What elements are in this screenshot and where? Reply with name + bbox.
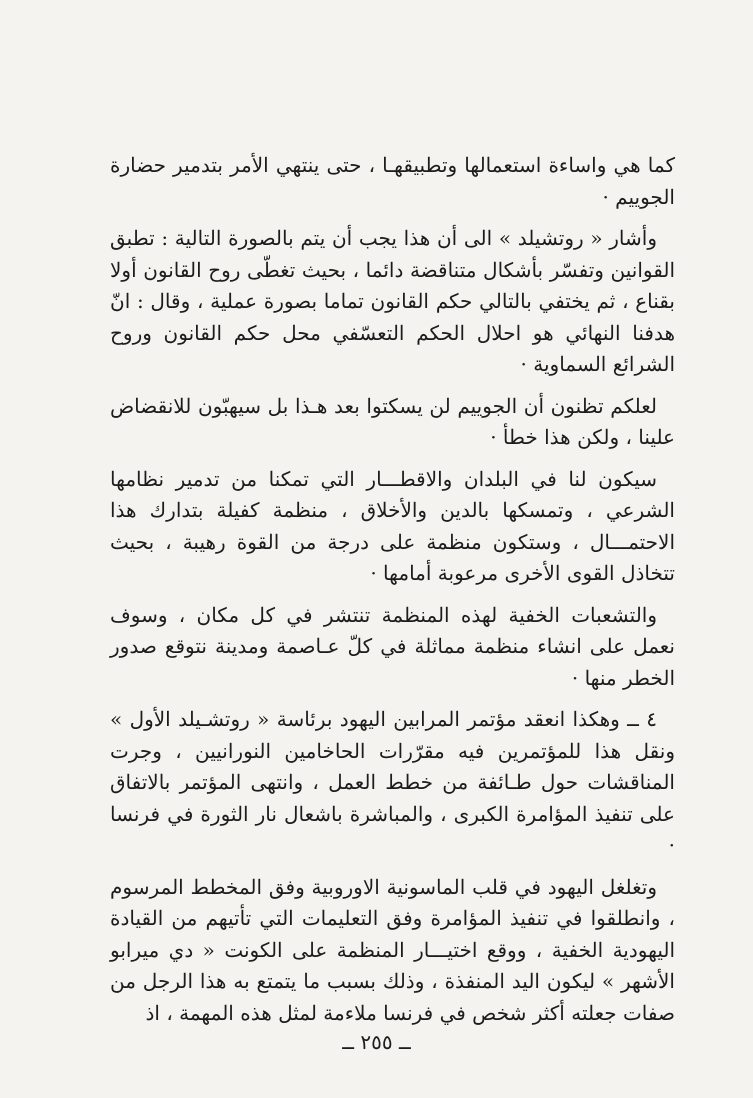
paragraph-5: والتشعبات الخفية لهذه المنظمة تنتشر في كل مكان ، وسوف نعمل على انشاء منظمة مماثلة في كلّ عـاصمة ومدينة نتوقع صدور الخطر منها ·	[110, 602, 675, 690]
paragraph-1: كما هي واساءة استعمالها وتطبيقهـا ، حتى ينتهي الأمر بتدمير حضارة الجوييم ·	[110, 153, 675, 209]
page-body	[110, 150, 675, 1080]
paragraph-4: سيكون لنا في البلدان والاقطـــار التي تمكنا من تدمير نظامها الشرعي ، وتمسكها بالدين والأخلاق ، منظمة كفيلة بتدارك هذا الاحتمـــال ، وستكون منظمة على درجة من القوة رهيبة ، بحيث تتخاذل القوى الأخرى مرعوبة أمامها ·	[110, 466, 675, 585]
paragraph-2: وأشار « روتشيلد » الى أن هذا يجب أن يتم بالصورة التالية : تطبق القوانين وتفسّر بأشكال متناقضة دائما ، بحيث تغطّى روح القانون أولا بقناع ، ثم يختفي بالتالي حكم القانون تماما بصورة عملية ، وقال : انّ هدفنا النهائي هو احلال الحكم التعسّفي محل حكم القانون وروح الشرائع السماوية ·	[110, 226, 675, 376]
paragraph-3: لعلكم تظنون أن الجوييم لن يسكتوا بعد هـذا بل سيهبّون للانقضاض علينا ، ولكن هذا خطأ ·	[110, 393, 675, 449]
paragraph-6: ٤ ــ وهكذا انعقد مؤتمر المرابين اليهود برئاسة « روتشـيلد الأول » ونقل هذا للمؤتمرين فيه مقرّرات الحاخامين النورانيين ، وجرت المناقشات حول طـائفة من خطط العمل ، وانتهى المؤتمر بالاتفاق على تنفيذ المؤامرة الكبرى ، والمباشرة باشعال نار الثورة في فرنسا ·	[110, 707, 675, 857]
page-number: ــ ٢٥٥ ــ	[342, 1030, 411, 1054]
paragraph-7: وتغلغل اليهود في قلب الماسونية الاوروبية وفق المخطط المرسوم ، وانطلقوا في تنفيذ المؤامرة وفق التعليمات التي تأتيهم من القيادة اليهودية الخفية ، ووقع اختيـــار المنظمة على الكونت « دي ميرابو الأشهر » ليكون اليد المنفذة ، وذلك بسبب ما يتمتع به هذا الرجل من صفات جعلته أكثر شخص في فرنسا ملاءمة لمثل هذه المهمة ، اذ	[110, 874, 675, 1025]
